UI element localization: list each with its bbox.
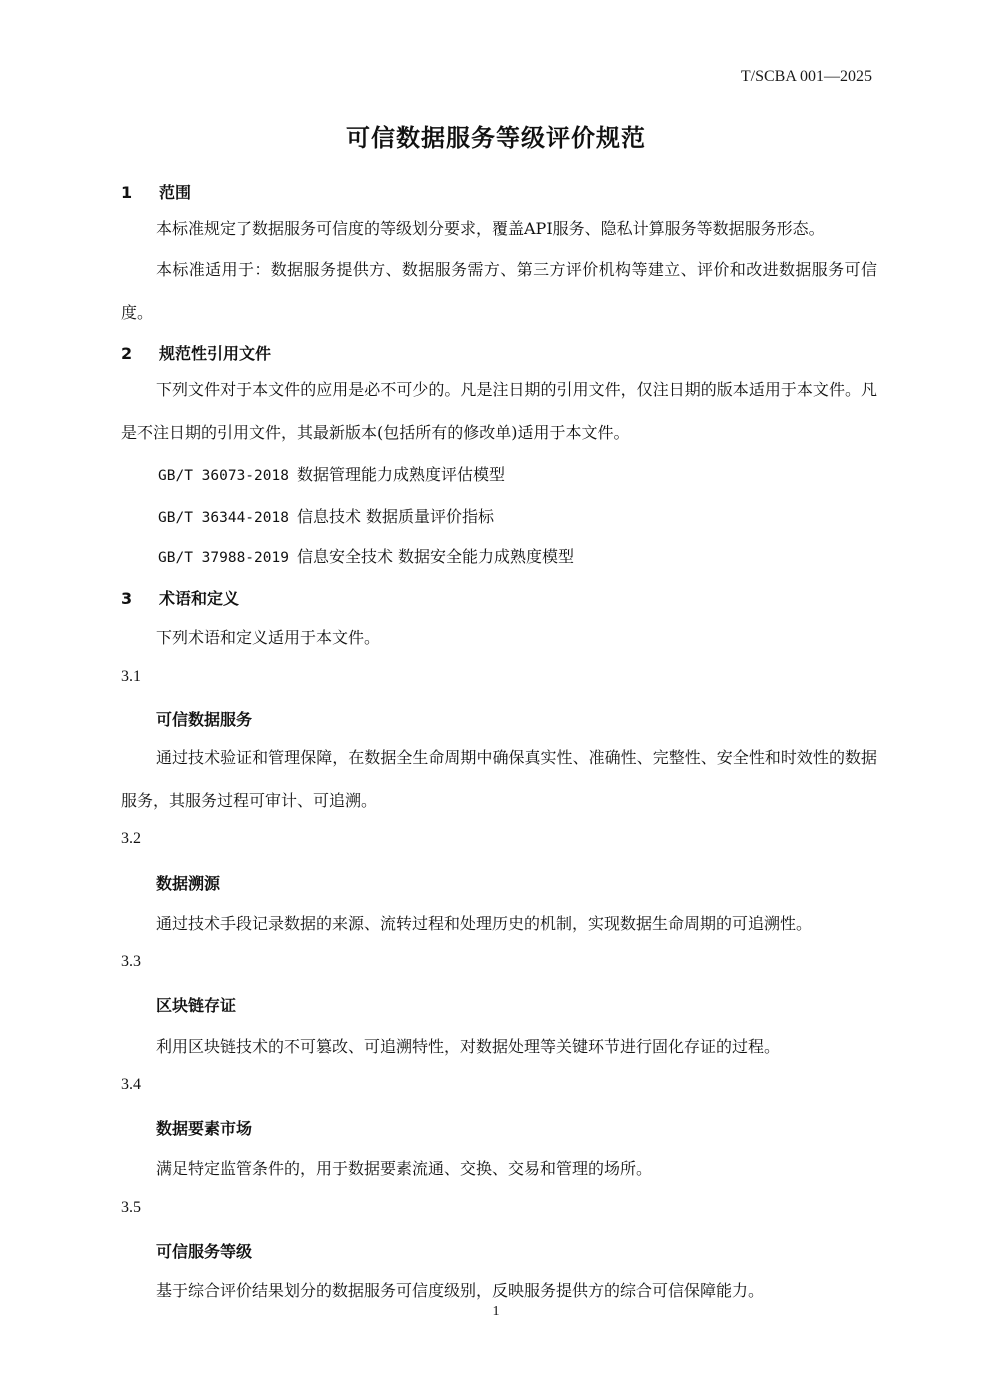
term-definition: 满足特定监管条件的，用于数据要素流通、交换、交易和管理的场所。: [156, 1159, 653, 1178]
section-1-heading: [121, 180, 191, 203]
term-number: 3.3: [121, 953, 141, 970]
term-number: 3.1: [121, 668, 141, 685]
term-definition: 通过技术手段记录数据的来源、流转过程和处理历史的机制，实现数据生命周期的可追溯性。: [156, 914, 813, 933]
term-definition: 基于综合评价结果划分的数据服务可信度级别，反映服务提供方的综合可信保障能力。: [156, 1281, 765, 1300]
section-3-intro: 下列术语和定义适用于本文件。: [156, 628, 381, 647]
reference-title: 信息安全技术 数据安全能力成熟度模型: [296, 547, 575, 566]
section-number: 1: [121, 183, 133, 202]
term-number: 3.5: [121, 1199, 141, 1216]
section-number: 3: [121, 589, 133, 608]
page-number: 1: [492, 1304, 500, 1319]
term-name: 区块链存证: [156, 996, 237, 1015]
section-title: 范围: [159, 183, 192, 202]
page-header: T/SCBA 001—2025: [740, 68, 872, 85]
reference-title: 数据管理能力成熟度评估模型: [296, 465, 505, 484]
section-title: 术语和定义: [159, 589, 240, 608]
term-definition: 通过技术验证和管理保障，在数据全生命周期中确保真实性、准确性、完整性、安全性和时效性的数据服务，其服务过程可审计、可追溯。: [121, 748, 877, 810]
term-name: 数据要素市场: [156, 1119, 253, 1138]
term-number: 3.4: [121, 1076, 141, 1093]
reference-code: GB/T 36344-2018: [158, 510, 289, 526]
reference-code: GB/T 36073-2018: [158, 468, 289, 484]
section-3-heading: [121, 586, 239, 609]
section-number: 2: [121, 344, 133, 363]
section-1-paragraph-1: 本标准规定了数据服务可信度的等级划分要求，覆盖API服务、隐私计算服务等数据服务形态。: [156, 219, 825, 238]
term-definition: 利用区块链技术的不可篡改、可追溯特性，对数据处理等关键环节进行固化存证的过程。: [156, 1037, 781, 1056]
term-name: 可信数据服务: [156, 710, 253, 729]
term-name: 数据溯源: [156, 874, 221, 893]
reference-title: 信息技术 数据质量评价指标: [296, 507, 495, 526]
term-name: 可信服务等级: [156, 1242, 253, 1261]
section-title: 规范性引用文件: [159, 344, 272, 363]
reference-item: [158, 462, 505, 485]
section-1-paragraph-2: 本标准适用于：数据服务提供方、数据服务需方、第三方评价机构等建立、评价和改进数据服务可信度。: [121, 260, 877, 322]
section-2-paragraph-1: 下列文件对于本文件的应用是必不可少的。凡是注日期的引用文件，仅注日期的版本适用于本文件。凡是不注日期的引用文件，其最新版本(包括所有的修改单)适用于本文件。: [121, 380, 877, 442]
reference-item: [158, 504, 494, 527]
reference-code: GB/T 37988-2019: [158, 550, 289, 566]
document-title: 可信数据服务等级评价规范: [346, 124, 646, 152]
term-number: 3.2: [121, 830, 141, 847]
section-2-heading: [121, 341, 271, 364]
reference-item: [158, 544, 574, 567]
